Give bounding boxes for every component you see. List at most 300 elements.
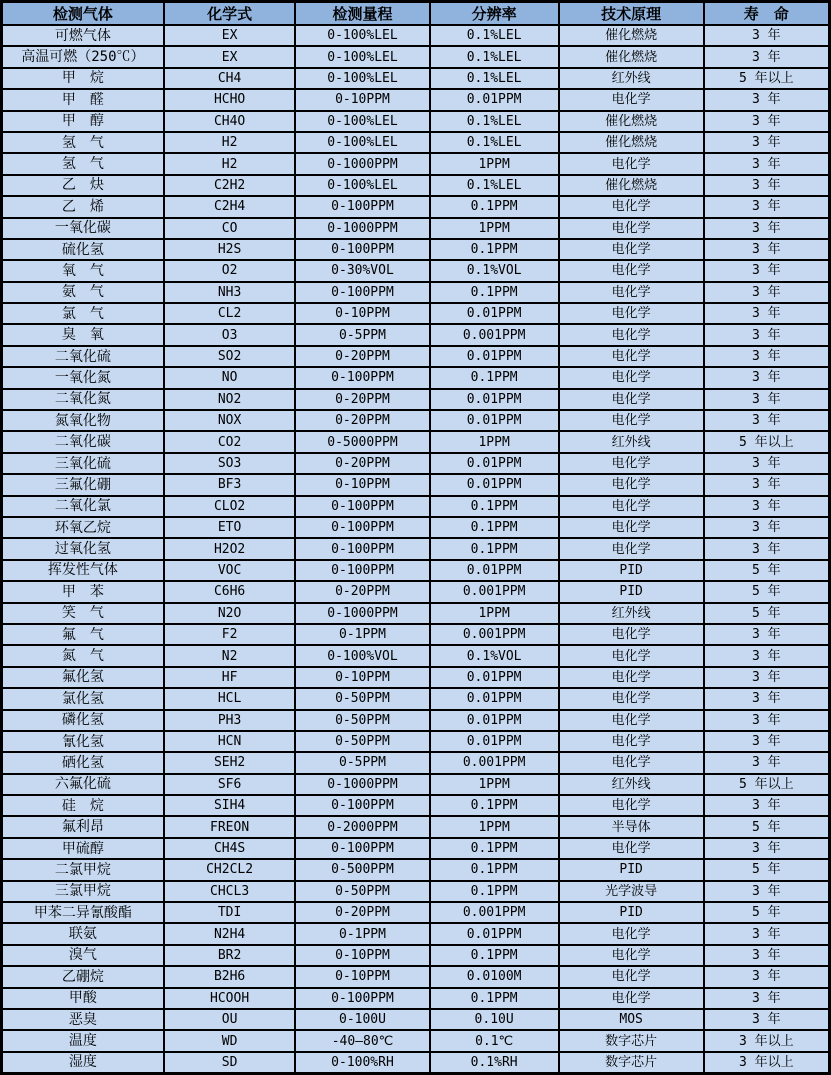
cell-resolution: 0.1%LEL <box>430 68 559 89</box>
cell-range: 0-2000PPM <box>295 816 429 837</box>
cell-gas: 乙 炔 <box>2 175 164 196</box>
cell-resolution: 0.01PPM <box>430 560 559 581</box>
cell-formula: SF6 <box>164 774 296 795</box>
cell-principle: 催化燃烧 <box>559 132 704 153</box>
cell-gas: 温度 <box>2 1030 164 1051</box>
cell-principle: 电化学 <box>559 667 704 688</box>
table-row <box>2 431 830 452</box>
cell-resolution: 0.1%LEL <box>430 175 559 196</box>
cell-lifetime: 3 年 <box>704 218 830 239</box>
cell-formula: C2H2 <box>164 175 296 196</box>
cell-gas: 甲 苯 <box>2 581 164 602</box>
cell-lifetime: 3 年 <box>704 795 830 816</box>
cell-range: 0-50PPM <box>295 710 429 731</box>
cell-lifetime: 5 年 <box>704 560 830 581</box>
cell-principle: 电化学 <box>559 367 704 388</box>
cell-lifetime: 3 年 <box>704 731 830 752</box>
cell-principle: 电化学 <box>559 453 704 474</box>
cell-range: 0-1000PPM <box>295 218 429 239</box>
cell-gas: 氟化氢 <box>2 667 164 688</box>
cell-formula: HCL <box>164 688 296 709</box>
cell-principle: PID <box>559 859 704 880</box>
table-row <box>2 68 830 89</box>
cell-lifetime: 3 年 <box>704 132 830 153</box>
cell-resolution: 0.1PPM <box>430 881 559 902</box>
cell-formula: O3 <box>164 324 296 345</box>
cell-formula: NH3 <box>164 282 296 303</box>
table-row <box>2 346 830 367</box>
cell-range: 0-100%LEL <box>295 132 429 153</box>
cell-range: 0-5PPM <box>295 752 429 773</box>
table-row <box>2 324 830 345</box>
cell-resolution: 0.01PPM <box>430 410 559 431</box>
cell-resolution: 1PPM <box>430 816 559 837</box>
cell-range: 0-100%LEL <box>295 25 429 46</box>
cell-principle: 电化学 <box>559 645 704 666</box>
cell-formula: TDI <box>164 902 296 923</box>
column-header-gas: 检测气体 <box>2 2 164 26</box>
table-row <box>2 560 830 581</box>
cell-lifetime: 3 年 <box>704 153 830 174</box>
cell-gas: 氟利昂 <box>2 816 164 837</box>
cell-gas: 氧 气 <box>2 260 164 281</box>
cell-principle: 催化燃烧 <box>559 175 704 196</box>
cell-lifetime: 3 年 <box>704 538 830 559</box>
cell-lifetime: 3 年 <box>704 324 830 345</box>
table-row <box>2 196 830 217</box>
cell-lifetime: 3 年 <box>704 945 830 966</box>
table-row <box>2 46 830 67</box>
column-header-principle: 技术原理 <box>559 2 704 26</box>
cell-lifetime: 3 年以上 <box>704 1030 830 1051</box>
cell-gas: 湿度 <box>2 1052 164 1074</box>
cell-gas: 氯 气 <box>2 303 164 324</box>
cell-formula: CH4O <box>164 111 296 132</box>
cell-gas: 恶臭 <box>2 1009 164 1030</box>
table-row <box>2 517 830 538</box>
cell-lifetime: 3 年 <box>704 410 830 431</box>
cell-resolution: 0.0100M <box>430 966 559 987</box>
table-row <box>2 1030 830 1051</box>
cell-lifetime: 3 年 <box>704 474 830 495</box>
cell-range: 0-20PPM <box>295 902 429 923</box>
cell-gas: 氨 气 <box>2 282 164 303</box>
cell-gas: 一氧化氮 <box>2 367 164 388</box>
cell-formula: H2S <box>164 239 296 260</box>
cell-formula: SIH4 <box>164 795 296 816</box>
cell-lifetime: 3 年 <box>704 46 830 67</box>
cell-principle: 电化学 <box>559 538 704 559</box>
cell-resolution: 0.01PPM <box>430 346 559 367</box>
cell-gas: 二氧化氯 <box>2 496 164 517</box>
column-header-resolution: 分辨率 <box>430 2 559 26</box>
cell-range: 0-30%VOL <box>295 260 429 281</box>
cell-range: 0-100PPM <box>295 795 429 816</box>
cell-principle: 电化学 <box>559 710 704 731</box>
cell-formula: CO2 <box>164 431 296 452</box>
cell-principle: 电化学 <box>559 945 704 966</box>
cell-lifetime: 3 年以上 <box>704 1052 830 1074</box>
cell-resolution: 0.1%RH <box>430 1052 559 1074</box>
cell-gas: 乙 烯 <box>2 196 164 217</box>
cell-resolution: 0.10U <box>430 1009 559 1030</box>
table-row <box>2 218 830 239</box>
cell-resolution: 0.001PPM <box>430 324 559 345</box>
table-row <box>2 752 830 773</box>
cell-resolution: 0.1PPM <box>430 282 559 303</box>
cell-formula: CH4S <box>164 838 296 859</box>
cell-range: 0-100%VOL <box>295 645 429 666</box>
cell-principle: 电化学 <box>559 496 704 517</box>
table-row <box>2 367 830 388</box>
cell-gas: 一氧化碳 <box>2 218 164 239</box>
cell-resolution: 0.1PPM <box>430 496 559 517</box>
cell-resolution: 0.1PPM <box>430 196 559 217</box>
cell-lifetime: 5 年 <box>704 581 830 602</box>
cell-resolution: 0.1PPM <box>430 517 559 538</box>
cell-gas: 笑 气 <box>2 603 164 624</box>
cell-principle: 电化学 <box>559 196 704 217</box>
cell-formula: NO2 <box>164 389 296 410</box>
cell-lifetime: 3 年 <box>704 923 830 944</box>
cell-principle: PID <box>559 581 704 602</box>
cell-lifetime: 3 年 <box>704 752 830 773</box>
cell-range: 0-100PPM <box>295 560 429 581</box>
cell-principle: 红外线 <box>559 68 704 89</box>
table-row <box>2 688 830 709</box>
cell-principle: PID <box>559 902 704 923</box>
cell-range: 0-100PPM <box>295 838 429 859</box>
cell-gas: 溴气 <box>2 945 164 966</box>
cell-gas: 氮氧化物 <box>2 410 164 431</box>
cell-range: 0-100PPM <box>295 988 429 1009</box>
cell-range: 0-500PPM <box>295 859 429 880</box>
cell-gas: 挥发性气体 <box>2 560 164 581</box>
cell-resolution: 0.01PPM <box>430 688 559 709</box>
table-row <box>2 25 830 46</box>
cell-range: 0-20PPM <box>295 581 429 602</box>
cell-resolution: 0.1PPM <box>430 945 559 966</box>
table-row <box>2 645 830 666</box>
table-body <box>2 25 830 1074</box>
cell-gas: 硫化氢 <box>2 239 164 260</box>
cell-resolution: 0.1%LEL <box>430 132 559 153</box>
cell-resolution: 0.1%VOL <box>430 260 559 281</box>
cell-formula: N2 <box>164 645 296 666</box>
cell-formula: F2 <box>164 624 296 645</box>
cell-range: 0-1PPM <box>295 624 429 645</box>
cell-resolution: 0.1%LEL <box>430 46 559 67</box>
cell-principle: 电化学 <box>559 688 704 709</box>
cell-lifetime: 3 年 <box>704 988 830 1009</box>
cell-resolution: 0.1PPM <box>430 988 559 1009</box>
cell-lifetime: 3 年 <box>704 624 830 645</box>
cell-gas: 磷化氢 <box>2 710 164 731</box>
table-row <box>2 731 830 752</box>
cell-range: 0-100U <box>295 1009 429 1030</box>
cell-formula: HCHO <box>164 89 296 110</box>
table-row <box>2 153 830 174</box>
column-header-lifetime: 寿 命 <box>704 2 830 26</box>
cell-formula: N2O <box>164 603 296 624</box>
cell-principle: 电化学 <box>559 260 704 281</box>
cell-resolution: 1PPM <box>430 431 559 452</box>
cell-formula: H2O2 <box>164 538 296 559</box>
cell-principle: 电化学 <box>559 389 704 410</box>
cell-resolution: 0.1PPM <box>430 367 559 388</box>
cell-resolution: 0.001PPM <box>430 902 559 923</box>
cell-gas: 甲 烷 <box>2 68 164 89</box>
cell-principle: 电化学 <box>559 346 704 367</box>
cell-lifetime: 3 年 <box>704 111 830 132</box>
cell-lifetime: 3 年 <box>704 25 830 46</box>
cell-resolution: 0.01PPM <box>430 389 559 410</box>
cell-range: 0-1000PPM <box>295 603 429 624</box>
cell-formula: CO <box>164 218 296 239</box>
table-row <box>2 624 830 645</box>
table-row <box>2 111 830 132</box>
cell-formula: CH2CL2 <box>164 859 296 880</box>
table-row <box>2 175 830 196</box>
cell-gas: 甲硫醇 <box>2 838 164 859</box>
cell-range: 0-100PPM <box>295 367 429 388</box>
cell-gas: 氢 气 <box>2 153 164 174</box>
cell-resolution: 0.1PPM <box>430 838 559 859</box>
cell-principle: 光学波导 <box>559 881 704 902</box>
cell-formula: H2 <box>164 132 296 153</box>
cell-gas: 甲 醛 <box>2 89 164 110</box>
cell-range: 0-100%LEL <box>295 111 429 132</box>
table-row <box>2 496 830 517</box>
table-row <box>2 239 830 260</box>
cell-resolution: 0.1PPM <box>430 538 559 559</box>
table-row <box>2 667 830 688</box>
cell-formula: B2H6 <box>164 966 296 987</box>
cell-principle: 电化学 <box>559 410 704 431</box>
cell-formula: FREON <box>164 816 296 837</box>
cell-formula: SD <box>164 1052 296 1074</box>
cell-gas: 氟 气 <box>2 624 164 645</box>
cell-lifetime: 3 年 <box>704 453 830 474</box>
cell-gas: 甲酸 <box>2 988 164 1009</box>
cell-range: 0-100PPM <box>295 496 429 517</box>
cell-range: 0-20PPM <box>295 410 429 431</box>
cell-gas: 二氧化氮 <box>2 389 164 410</box>
cell-range: 0-10PPM <box>295 303 429 324</box>
cell-lifetime: 3 年 <box>704 260 830 281</box>
table-row <box>2 282 830 303</box>
table-row <box>2 581 830 602</box>
cell-lifetime: 3 年 <box>704 282 830 303</box>
table-row <box>2 816 830 837</box>
cell-resolution: 0.01PPM <box>430 923 559 944</box>
cell-formula: N2H4 <box>164 923 296 944</box>
cell-resolution: 1PPM <box>430 603 559 624</box>
table-row <box>2 410 830 431</box>
cell-resolution: 0.1℃ <box>430 1030 559 1051</box>
cell-formula: EX <box>164 46 296 67</box>
cell-range: 0-50PPM <box>295 688 429 709</box>
cell-gas: 甲 醇 <box>2 111 164 132</box>
cell-formula: EX <box>164 25 296 46</box>
cell-lifetime: 3 年 <box>704 303 830 324</box>
cell-formula: O2 <box>164 260 296 281</box>
cell-formula: C6H6 <box>164 581 296 602</box>
cell-lifetime: 3 年 <box>704 710 830 731</box>
cell-range: 0-100%RH <box>295 1052 429 1074</box>
cell-range: 0-100%LEL <box>295 46 429 67</box>
cell-gas: 二氧化硫 <box>2 346 164 367</box>
cell-formula: HCN <box>164 731 296 752</box>
cell-lifetime: 3 年 <box>704 688 830 709</box>
cell-principle: 红外线 <box>559 603 704 624</box>
cell-formula: HCOOH <box>164 988 296 1009</box>
cell-principle: PID <box>559 560 704 581</box>
cell-principle: 数字芯片 <box>559 1030 704 1051</box>
cell-gas: 氮 气 <box>2 645 164 666</box>
cell-gas: 三氯甲烷 <box>2 881 164 902</box>
cell-resolution: 0.01PPM <box>430 453 559 474</box>
cell-lifetime: 3 年 <box>704 89 830 110</box>
cell-principle: 电化学 <box>559 752 704 773</box>
cell-principle: 电化学 <box>559 239 704 260</box>
cell-principle: 电化学 <box>559 795 704 816</box>
cell-principle: 催化燃烧 <box>559 46 704 67</box>
cell-principle: 电化学 <box>559 282 704 303</box>
cell-principle: MOS <box>559 1009 704 1030</box>
cell-range: 0-20PPM <box>295 453 429 474</box>
cell-principle: 电化学 <box>559 218 704 239</box>
cell-range: 0-10PPM <box>295 89 429 110</box>
cell-lifetime: 5 年 <box>704 859 830 880</box>
cell-range: 0-10PPM <box>295 966 429 987</box>
table-row <box>2 1052 830 1074</box>
cell-principle: 电化学 <box>559 624 704 645</box>
cell-lifetime: 3 年 <box>704 966 830 987</box>
cell-formula: H2 <box>164 153 296 174</box>
cell-lifetime: 3 年 <box>704 1009 830 1030</box>
cell-gas: 三氧化硫 <box>2 453 164 474</box>
cell-range: 0-1PPM <box>295 923 429 944</box>
cell-formula: VOC <box>164 560 296 581</box>
table-row <box>2 389 830 410</box>
cell-gas: 可燃气体 <box>2 25 164 46</box>
cell-resolution: 0.01PPM <box>430 474 559 495</box>
cell-gas: 二氧化碳 <box>2 431 164 452</box>
cell-range: 0-1000PPM <box>295 774 429 795</box>
table-row <box>2 303 830 324</box>
cell-range: 0-100%LEL <box>295 68 429 89</box>
cell-range: 0-10PPM <box>295 945 429 966</box>
cell-formula: CL2 <box>164 303 296 324</box>
cell-formula: PH3 <box>164 710 296 731</box>
table-header <box>2 2 830 26</box>
cell-resolution: 0.1%LEL <box>430 111 559 132</box>
cell-lifetime: 3 年 <box>704 196 830 217</box>
cell-range: 0-50PPM <box>295 881 429 902</box>
cell-formula: C2H4 <box>164 196 296 217</box>
cell-principle: 催化燃烧 <box>559 111 704 132</box>
cell-principle: 电化学 <box>559 89 704 110</box>
cell-formula: SO2 <box>164 346 296 367</box>
cell-formula: BR2 <box>164 945 296 966</box>
cell-lifetime: 3 年 <box>704 496 830 517</box>
table-row <box>2 474 830 495</box>
cell-principle: 数字芯片 <box>559 1052 704 1074</box>
cell-lifetime: 3 年 <box>704 367 830 388</box>
cell-principle: 电化学 <box>559 324 704 345</box>
table-row <box>2 838 830 859</box>
cell-lifetime: 5 年 <box>704 902 830 923</box>
cell-lifetime: 5 年 <box>704 603 830 624</box>
table-row <box>2 988 830 1009</box>
cell-lifetime: 5 年以上 <box>704 68 830 89</box>
column-header-range: 检测量程 <box>295 2 429 26</box>
cell-gas: 硅 烷 <box>2 795 164 816</box>
cell-gas: 过氧化氢 <box>2 538 164 559</box>
cell-gas: 三氟化硼 <box>2 474 164 495</box>
cell-lifetime: 3 年 <box>704 838 830 859</box>
cell-formula: OU <box>164 1009 296 1030</box>
cell-gas: 氢 气 <box>2 132 164 153</box>
cell-resolution: 0.01PPM <box>430 89 559 110</box>
cell-resolution: 0.1PPM <box>430 859 559 880</box>
cell-principle: 电化学 <box>559 153 704 174</box>
cell-resolution: 1PPM <box>430 218 559 239</box>
cell-lifetime: 3 年 <box>704 517 830 538</box>
cell-gas: 环氧乙烷 <box>2 517 164 538</box>
cell-resolution: 0.01PPM <box>430 710 559 731</box>
cell-resolution: 1PPM <box>430 153 559 174</box>
cell-lifetime: 5 年 <box>704 816 830 837</box>
cell-formula: CLO2 <box>164 496 296 517</box>
cell-principle: 红外线 <box>559 431 704 452</box>
table-row <box>2 1009 830 1030</box>
cell-gas: 二氯甲烷 <box>2 859 164 880</box>
table-row <box>2 89 830 110</box>
cell-gas: 乙硼烷 <box>2 966 164 987</box>
cell-range: 0-5PPM <box>295 324 429 345</box>
cell-resolution: 0.1%VOL <box>430 645 559 666</box>
cell-range: 0-1000PPM <box>295 153 429 174</box>
cell-lifetime: 3 年 <box>704 389 830 410</box>
cell-range: 0-5000PPM <box>295 431 429 452</box>
cell-formula: HF <box>164 667 296 688</box>
cell-resolution: 0.01PPM <box>430 731 559 752</box>
cell-range: 0-20PPM <box>295 346 429 367</box>
cell-gas: 氯化氢 <box>2 688 164 709</box>
cell-principle: 电化学 <box>559 303 704 324</box>
cell-range: 0-100PPM <box>295 196 429 217</box>
table-row <box>2 859 830 880</box>
cell-gas: 高温可燃（250℃） <box>2 46 164 67</box>
table-row <box>2 795 830 816</box>
cell-formula: SEH2 <box>164 752 296 773</box>
table-row <box>2 945 830 966</box>
cell-gas: 氰化氢 <box>2 731 164 752</box>
column-header-formula: 化学式 <box>164 2 296 26</box>
table-row <box>2 538 830 559</box>
cell-range: 0-100PPM <box>295 538 429 559</box>
cell-resolution: 0.001PPM <box>430 752 559 773</box>
cell-principle: 半导体 <box>559 816 704 837</box>
cell-principle: 催化燃烧 <box>559 25 704 46</box>
cell-range: -40—80℃ <box>295 1030 429 1051</box>
cell-principle: 电化学 <box>559 517 704 538</box>
cell-principle: 电化学 <box>559 923 704 944</box>
cell-lifetime: 3 年 <box>704 346 830 367</box>
cell-lifetime: 5 年以上 <box>704 431 830 452</box>
